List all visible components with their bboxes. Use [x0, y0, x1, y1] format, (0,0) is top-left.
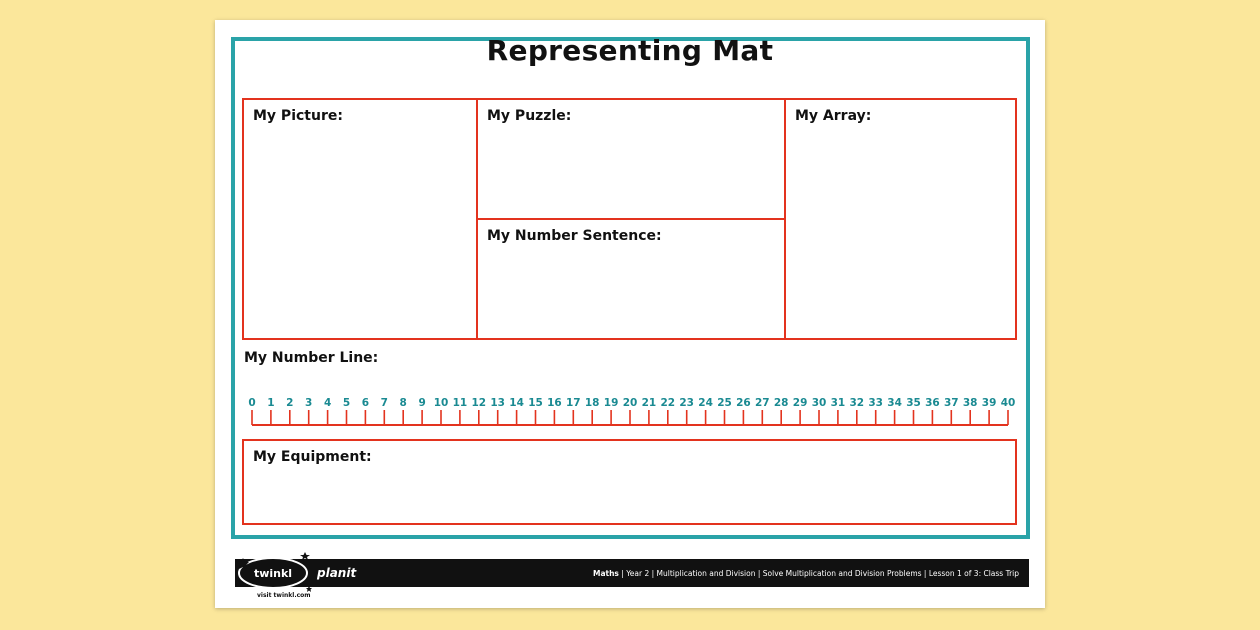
array-label: My Array: [795, 108, 872, 124]
number-line-tick-label: 36 [925, 397, 940, 409]
number-line-tick-label: 28 [773, 397, 789, 409]
number-line-tick-label: 26 [736, 397, 751, 409]
number-line-tick-label: 22 [660, 397, 676, 409]
number-line-tick-label: 14 [509, 397, 524, 409]
number-line-tick-label: 24 [698, 397, 713, 409]
breadcrumb-path: | Year 2 | Multiplication and Division | Solve Multiplication and Division Problems | Lesson 1 of 3: Class Trip [618, 569, 1019, 578]
number-line-tick-label: 30 [811, 397, 827, 409]
number-line-tick-label: 31 [830, 397, 846, 409]
number-line-label: My Number Line: [244, 350, 379, 366]
number-line-tick-label: 19 [603, 397, 619, 409]
number-line-tick-label: 6 [361, 397, 370, 409]
number-line-tick-label: 7 [380, 397, 388, 409]
number-line-tick-label: 29 [792, 397, 808, 409]
breadcrumb [593, 569, 1019, 578]
number-line-tick-label: 4 [323, 397, 332, 409]
number-line-tick-label: 12 [471, 397, 487, 409]
breadcrumb-subject: Maths [592, 569, 619, 578]
number-line-tick-label: 18 [584, 397, 600, 409]
number-line-tick-label: 13 [490, 397, 506, 409]
number-line-tick-label: 33 [868, 397, 884, 409]
worksheet [215, 20, 1045, 608]
number-line-tick-label: 9 [418, 397, 426, 409]
number-line-tick-label: 15 [528, 397, 543, 409]
number-line-tick-label: 38 [962, 397, 978, 409]
number-line-tick-label: 1 [267, 397, 275, 409]
number-line-tick-label: 25 [717, 397, 732, 409]
number-line-tick-label: 35 [906, 397, 921, 409]
number-line-tick-label: 2 [286, 397, 294, 409]
number-line-tick-label: 11 [452, 397, 468, 409]
number-line-tick-label: 0 [248, 397, 256, 409]
logo-text: twinkl [253, 567, 293, 580]
puzzle-label: My Puzzle: [487, 108, 572, 124]
brand-name: planit [317, 566, 357, 580]
number-line-tick-label: 40 [1000, 397, 1016, 409]
number-line-tick-label: 39 [981, 397, 997, 409]
number-line-tick-label: 23 [679, 397, 695, 409]
number-sentence-label: My Number Sentence: [487, 228, 662, 244]
number-line-tick-label: 37 [943, 397, 959, 409]
number-line-tick-label: 16 [547, 397, 562, 409]
number-line-tick-label: 3 [305, 397, 313, 409]
number-line-tick-label: 34 [887, 397, 902, 409]
twinkl-logo [235, 546, 315, 596]
number-line-tick-label: 21 [641, 397, 657, 409]
number-line-tick-label: 8 [399, 397, 407, 409]
site-url: visit twinkl.com [257, 592, 311, 599]
number-line-tick-label: 27 [754, 397, 770, 409]
page-title: Representing Mat [486, 34, 774, 67]
number-line-tick-label: 10 [433, 397, 449, 409]
number-line-tick-label: 5 [342, 397, 351, 409]
number-line-tick-label: 32 [849, 397, 865, 409]
number-line-tick-label: 17 [565, 397, 581, 409]
picture-label: My Picture: [253, 108, 343, 124]
equipment-box[interactable] [242, 439, 1017, 525]
number-line-tick-label: 20 [622, 397, 638, 409]
equipment-label: My Equipment: [253, 449, 372, 465]
